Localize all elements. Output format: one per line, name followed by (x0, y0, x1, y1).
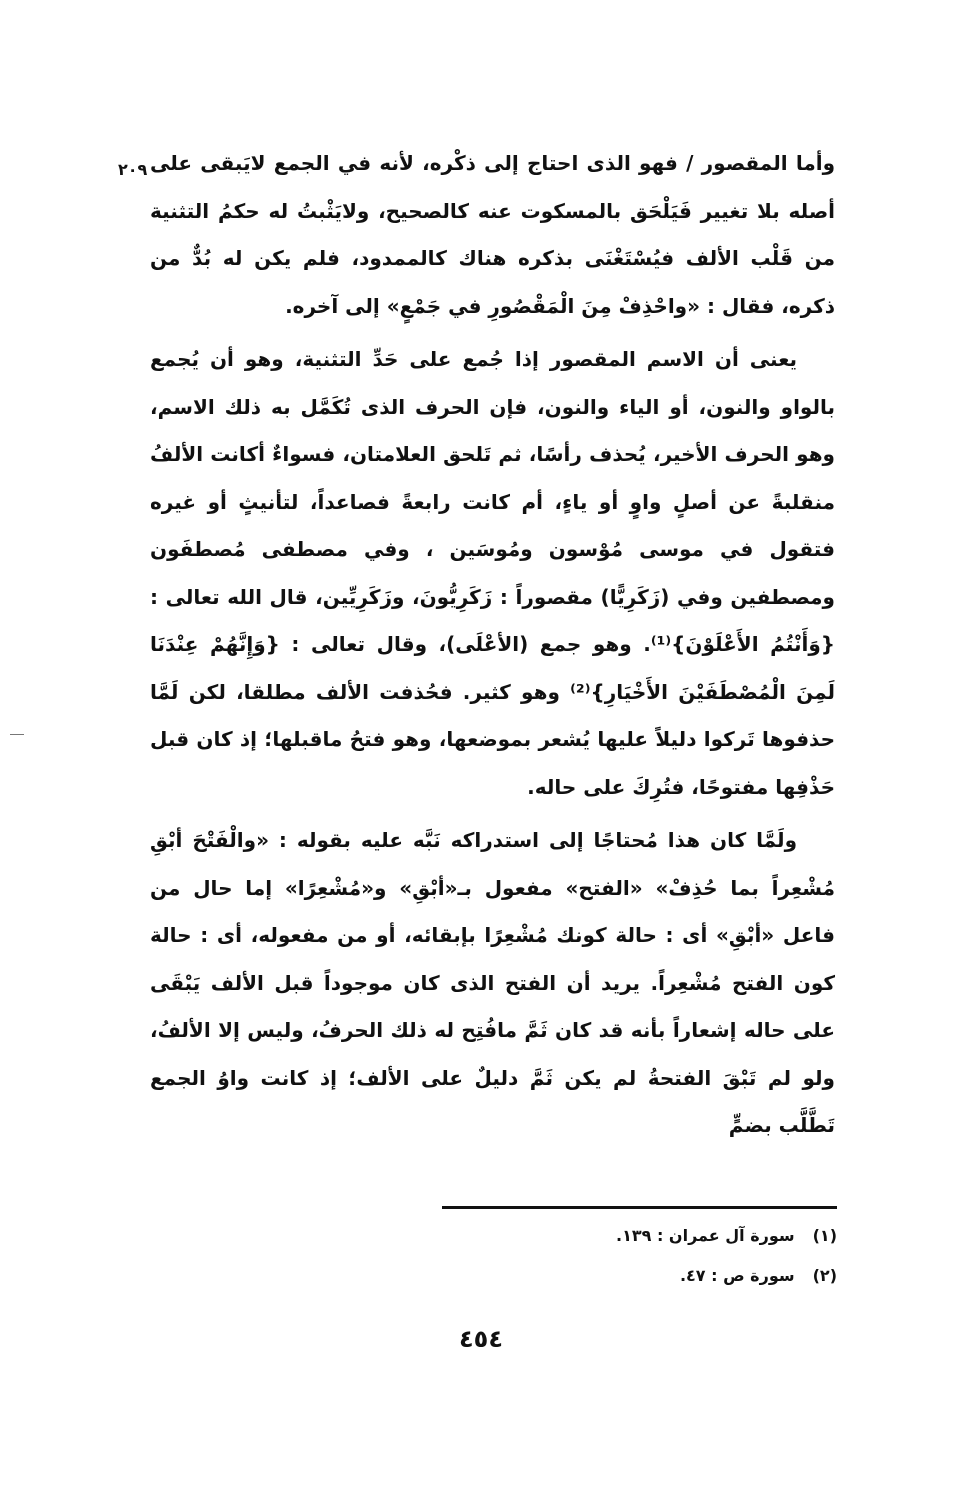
footnote-1-number: (١) (812, 1226, 837, 1245)
footnote-divider (442, 1206, 837, 1209)
paragraph-2: يعنى أن الاسم المقصور إذا جُمع على حَدِّ التثنية، وهو أن يُجمع بالواو والنون، أو الياء والنون، فإن الحرف الذى تُكَمَّل به ذلك الاسم، وهو الحرف الأخير، يُحذف رأسًا، ثم تَلحق العلامتان، فسواءٌ أكانت الألفُ منقلبةً عن أصلٍ واوٍ أو ياءٍ، أم كانت رابعةً فصاعداً، لتأنيثٍ أو غيره فتقول في موسى مُوْسون ومُوسَين ، وفي مصطفى مُصطفَون ومصطفين وفي (زَكَرِيًّا) مقصوراً : زَكَرِيُّونَ، وزَكَرِيِّين، قال الله تعالى : {وَأَنْتُمُ الأَعْلَوْنَ}⁽¹⁾. وهو جمع (الأعْلَى)، وقال تعالى : {وَإِنَّهُمْ عِنْدَنَا لَمِنَ الْمُصْطَفَيْنَ الأَخْيَارِ}⁽²⁾ وهو كثير. فحُذفت الألف مطلقا، لكن لَمَّا حذفوها تَركوا دليلاً عليها يُشعر بموضعها، وهو فتحُ ماقبلها؛ إذ كان قبل حَذْفِها مفتوحًا، فتُرِكَ على حاله. (150, 347, 835, 799)
footnote-2-number: (٢) (812, 1266, 837, 1285)
footnotes (417, 1216, 837, 1296)
footnote-1-text: سورة آل عمران : ١٣٩. (616, 1226, 795, 1245)
footnote-1 (417, 1216, 837, 1256)
footnote-2-text: سورة ص : ٤٧. (679, 1266, 795, 1285)
paragraph-1: وأما المقصور / فهو الذى احتاج إلى ذكْره، لأنه في الجمع لايَبقى على أصله بلا تغيير فَيَلْحَق بالمسكوت عنه كالصحيح، ولايَثْبتُ له حكمُ التثنية من قَلْب الألف فيُسْتَغْنَى بذكره هناك كالممدود، فلم يكن له بُدٌّ من ذكره، فقال : «واحْذِفْ مِنَ الْمَقْصُورِ في جَمْعٍ» إلى آخره. (150, 151, 835, 318)
footnote-2 (417, 1256, 837, 1296)
page-number: ٤٥٤ (459, 1325, 503, 1353)
paragraph-3: ولَمَّا كان هذا مُحتاجًا إلى استدراكه نَبَّه عليه بقوله : «والْفَتْحَ أبْقِ مُشْعِراً بما حُذِفْ» «الفتح» مفعول بـ«أبْقِ» و«مُشْعِرًا» إما حال من فاعل «أبْقِ» أى : حالة كونك مُشْعِرًا بإبقائه، أو من مفعوله، أى : حالة كون الفتح مُشْعِراً. يريد أن الفتح الذى كان موجوداً قبل الألف يَبْقَى على حاله إشعاراً بأنه قد كان ثَمَّ مافُتِح له ذلك الحرفُ، وليس إلا الألفُ، ولو لم تَبْقَ الفتحةُ لم يكن ثَمَّ دليلٌ على الألف؛ إذ كانت واوُ الجمع تَطَّلَّب بضمٍّ (150, 828, 835, 1137)
main-text (150, 140, 835, 1150)
scan-edge-mark (10, 734, 24, 735)
margin-page-reference: ٢٠٩ (118, 160, 148, 179)
